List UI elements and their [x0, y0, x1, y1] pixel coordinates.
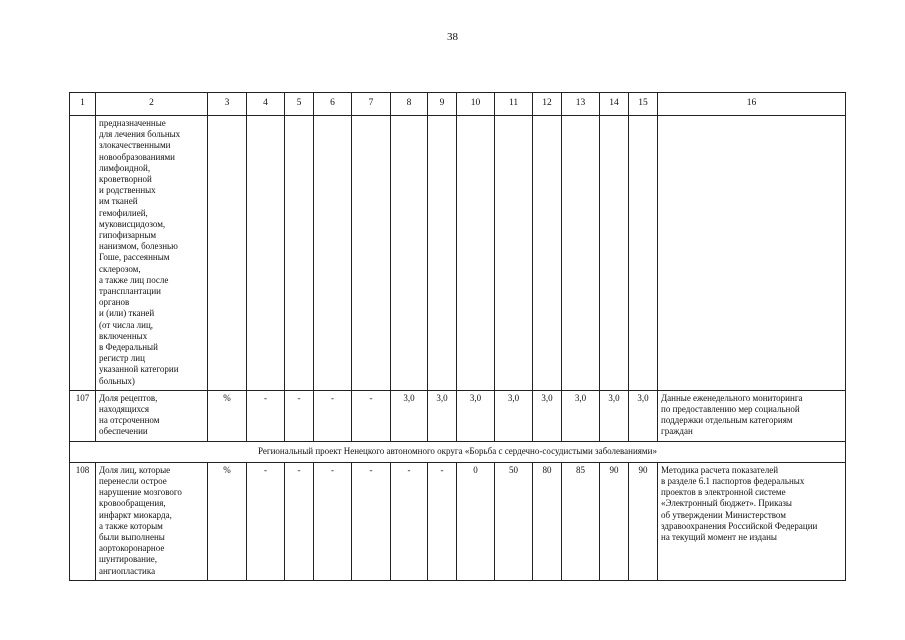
empty-cell: [658, 116, 846, 391]
value-cell: 3,0: [533, 390, 562, 441]
value-cell: 3,0: [562, 390, 600, 441]
table-row-108: [70, 462, 846, 580]
column-header: 9: [428, 93, 457, 116]
column-header: 1: [70, 93, 96, 116]
empty-cell: [247, 116, 285, 391]
table-row-107: [70, 390, 846, 441]
value-cell: 3,0: [629, 390, 658, 441]
row-number: 108: [70, 462, 96, 580]
source-text: Данные еженедельного мониторинга по предоставлению мер социальной поддержки отдельным категориям граждан: [661, 392, 803, 437]
indicator-name-cell: [96, 462, 208, 580]
value-cell: -: [314, 390, 352, 441]
value-cell: 3,0: [391, 390, 428, 441]
value-cell: 3,0: [457, 390, 495, 441]
page-number: 38: [447, 31, 458, 43]
column-header: 10: [457, 93, 495, 116]
empty-cell: [533, 116, 562, 391]
value-cell: 80: [533, 462, 562, 580]
section-header-row: [70, 441, 846, 462]
value-cell: -: [391, 462, 428, 580]
value-cell: -: [247, 390, 285, 441]
empty-cell: [600, 116, 629, 391]
indicator-name: Доля рецептов, находящихся на отсроченном обеспечении: [99, 392, 160, 437]
column-header: 7: [352, 93, 391, 116]
value-cell: -: [428, 462, 457, 580]
column-header: 16: [658, 93, 846, 116]
value-cell: 85: [562, 462, 600, 580]
source-text: Методика расчета показателей в разделе 6.1 паспортов федеральных проектов в электронной системе «Электронный бюджет». Приказы об утверждении Министерством здравоохранения Российской Федерации на текущий момент не изданы: [661, 464, 818, 542]
value-cell: -: [247, 462, 285, 580]
source-cell: [658, 390, 846, 441]
column-header: 6: [314, 93, 352, 116]
value-cell: -: [285, 390, 314, 441]
empty-cell: [629, 116, 658, 391]
empty-cell: [208, 116, 247, 391]
column-header: 14: [600, 93, 629, 116]
value-cell: 90: [629, 462, 658, 580]
value-cell: 50: [495, 462, 533, 580]
unit-cell: %: [208, 462, 247, 580]
empty-cell: [495, 116, 533, 391]
column-header: 8: [391, 93, 428, 116]
column-header: 15: [629, 93, 658, 116]
indicator-name-cell: [96, 390, 208, 441]
value-cell: 3,0: [495, 390, 533, 441]
column-header: 3: [208, 93, 247, 116]
empty-cell: [457, 116, 495, 391]
table-row-continuation: [70, 116, 846, 391]
value-cell: 90: [600, 462, 629, 580]
value-cell: -: [352, 462, 391, 580]
empty-cell: [391, 116, 428, 391]
indicators-table: [69, 92, 846, 581]
column-header: 2: [96, 93, 208, 116]
column-header: 11: [495, 93, 533, 116]
empty-cell: [428, 116, 457, 391]
unit-cell: %: [208, 390, 247, 441]
empty-cell: [285, 116, 314, 391]
column-header: 4: [247, 93, 285, 116]
indicator-name-cell: [96, 116, 208, 391]
empty-cell: [314, 116, 352, 391]
source-cell: [658, 462, 846, 580]
value-cell: 3,0: [600, 390, 629, 441]
section-header: Региональный проект Ненецкого автономного округа «Борьба с сердечно-сосудистыми заболеваниями»: [70, 441, 846, 462]
column-number-header-row: [70, 93, 846, 116]
empty-cell: [352, 116, 391, 391]
column-header: 13: [562, 93, 600, 116]
indicator-name: предназначенные для лечения больных злокачественными новообразованиями лимфоидной, кроветворной и родственных им тканей гемофилией, муковисцидозом, гипофизарным нанизмом, болезнью Гоше, рассеянным склерозом, а также лиц после трансплантации органов и (или) тканей (от числа лиц, включенных в Федеральный регистр лиц указанной категории больных): [99, 118, 181, 386]
empty-cell: [562, 116, 600, 391]
value-cell: 0: [457, 462, 495, 580]
column-header: 12: [533, 93, 562, 116]
column-header: 5: [285, 93, 314, 116]
value-cell: -: [314, 462, 352, 580]
value-cell: -: [352, 390, 391, 441]
indicator-name: Доля лиц, которые перенесли острое нарушение мозгового кровообращения, инфаркт миокарда, а также которым были выполнены аортокоронарное шунтирование, ангиопластика: [99, 464, 182, 576]
row-number: 107: [70, 390, 96, 441]
value-cell: -: [285, 462, 314, 580]
value-cell: 3,0: [428, 390, 457, 441]
row-number-cell: [70, 116, 96, 391]
